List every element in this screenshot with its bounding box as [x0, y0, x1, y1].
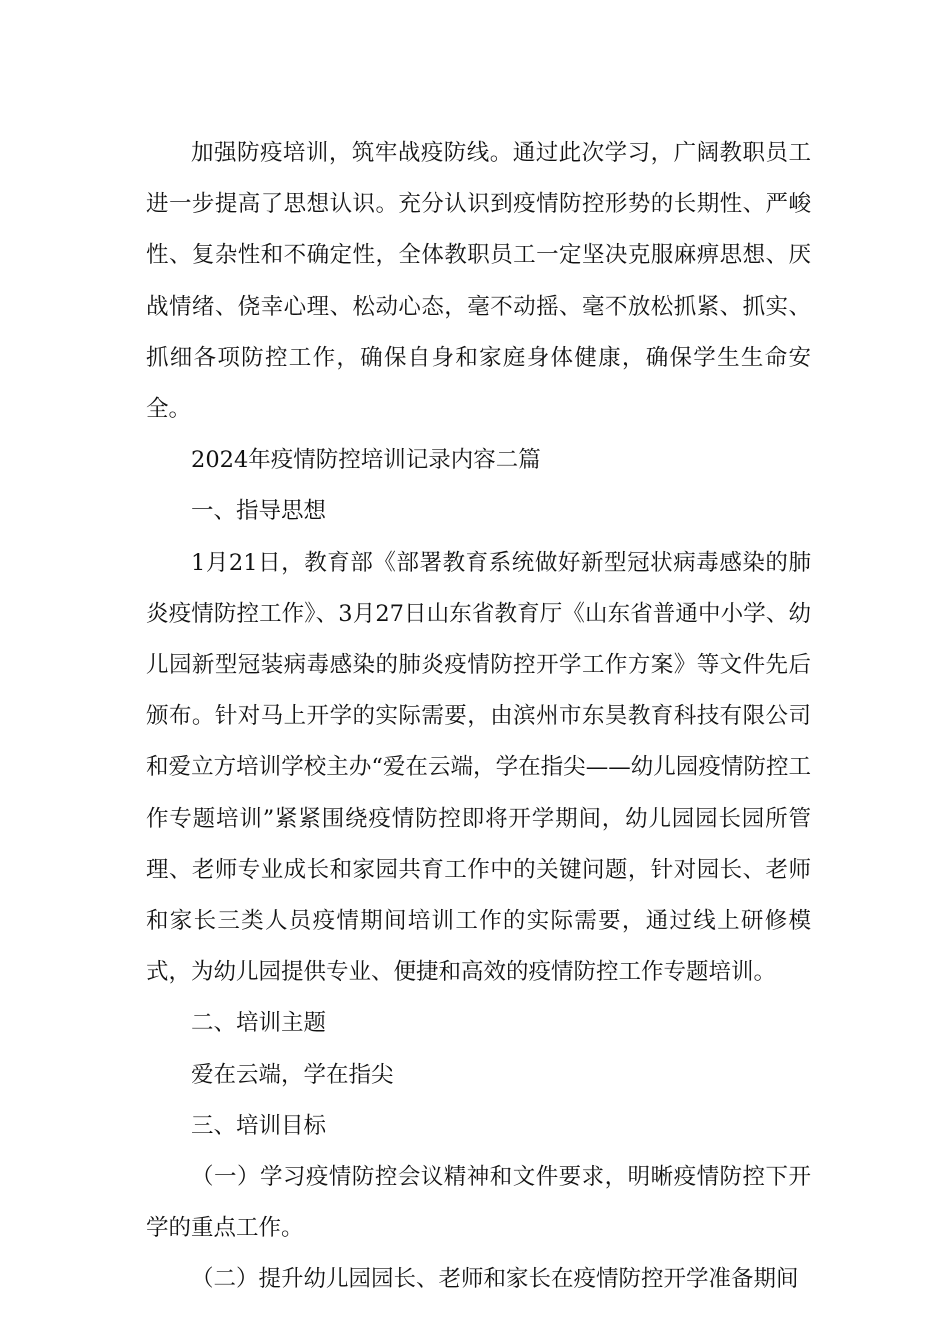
- heading-guiding-ideology: 一、指导思想: [191, 498, 327, 525]
- heading-training-theme: 二、培训主题: [191, 1010, 327, 1037]
- paragraph-guiding-ideology: 1月21日，教育部《部署教育系统做好新型冠状病毒感染的肺炎疫情防控工作》、3月27日山东省教育厅《山东省普通中小学、幼儿园新型冠装病毒感染的肺炎疫情防控开学工作方案》等文件先后颁布。针对马上开学的实际需要，由滨州市东昊教育科技有限公司和爱立方培训学校主办“爱在云端，学在指尖——幼儿园疫情防控工作专题培训”紧紧围绕疫情防控即将开学期间，幼儿园园长园所管理、老师专业成长和家园共育工作中的关键问题，针对园长、老师和家长三类人员疫情期间培训工作的实际需要，通过线上研修模式，为幼儿园提供专业、便捷和高效的疫情防控工作专题培训。: [146, 549, 811, 986]
- paragraph-summary: 加强防疫培训，筑牢战疫防线。通过此次学习，广阔教职员工进一步提高了思想认识。充分认识到疫情防控形势的长期性、严峻性、复杂性和不确定性，全体教职员工一定坚决克服麻痹思想、厌战情绪、侥幸心理、松动心态，毫不动摇、毫不放松抓紧、抓实、抓细各项防控工作，确保自身和家庭身体健康，确保学生生命安全。: [146, 140, 811, 423]
- paragraph-goal-two: （二）提升幼儿园园长、老师和家长在疫情防控开学准备期间: [191, 1266, 799, 1293]
- heading-training-goals: 三、培训目标: [191, 1112, 327, 1139]
- section-heading-article-two: 2024年疫情防控培训记录内容二篇: [191, 447, 541, 474]
- paragraph-training-theme: 爱在云端，学在指尖: [191, 1061, 394, 1088]
- document-body: [146, 128, 811, 1306]
- paragraph-goal-one: （一）学习疫情防控会议精神和文件要求，明晰疫情防控下开学的重点工作。: [146, 1164, 811, 1242]
